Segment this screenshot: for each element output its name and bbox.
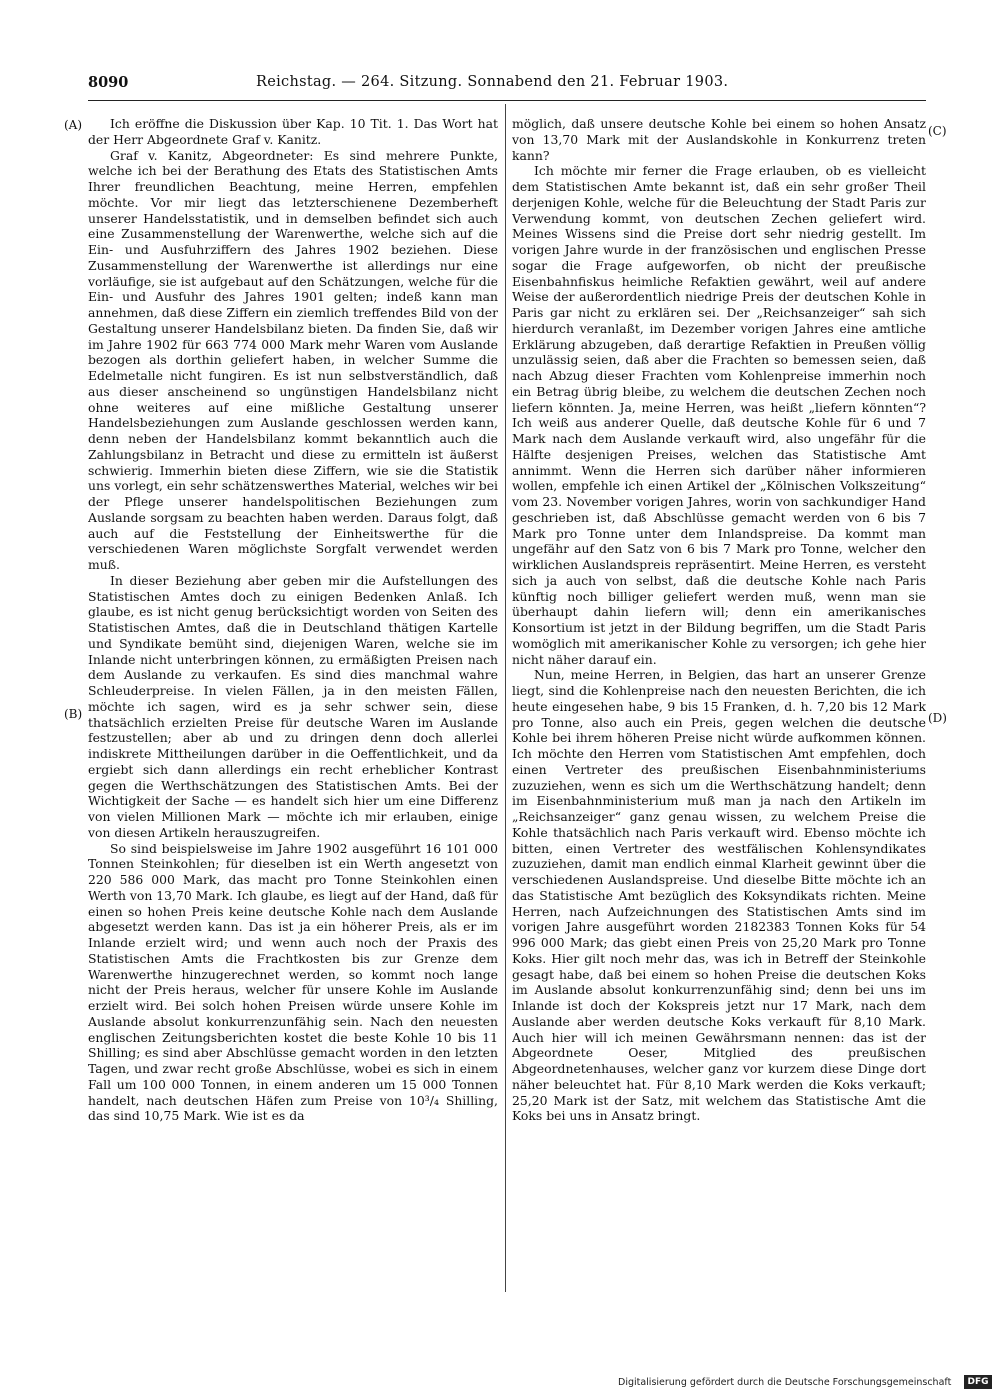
paragraph: So sind beispielsweise im Jahre 1902 ausgeführt 16 101 000 Tonnen Steinkohlen; für dieselben ist ein Werth angesetzt von 220 586 000 Mark, das macht pro Tonne Steinkohlen einen Werth von 13,70 Mark. Ich glaube, es liegt auf der Hand, daß für einen so hohen Preis keine deutsche Kohle nach dem Auslande abgesetzt werden kann. Das ist ja ein höherer Preis, als er im Inlande erzielt wird; und wenn auch noch der Praxis des Statistischen Amts die Frachtkosten bis zur Grenze dem Warenwerthe hinzugerechnet werden, so kommt noch lange nicht der Preis heraus, welcher für unsere Kohle im Auslande erzielt wird. Bei solch hohen Preisen würde unsere Kohle im Auslande absolut konkurrenzunfähig sein. Nach den neuesten englischen Zeitungsberichten kostet die beste Kohle 10 bis 11 Shilling; es sind aber Abschlüsse gemacht worden in den letzten Tagen, und zwar recht große Abschlüsse, wobei es sich in einem Fall um 100 000 Tonnen, in einem anderen um 15 000 Tonnen handelt, nach deutschen Häfen zum Preise von 10³/₄ Shilling, das sind 10,75 Mark. Wie ist es da xyxy=(88,840,498,1124)
paragraph: Nun, meine Herren, in Belgien, das hart an unserer Grenze liegt, sind die Kohlenpreise nach den neuesten Berichten, die ich heute eingesehen habe, 9 bis 15 Franken, d. h. 7,20 bis 12 Mark pro Tonne, also auch ein Preis, gegen welchen die deutsche Kohle bei ihrem höheren Preise nicht würde aufkommen können. Ich möchte den Herren vom Statistischen Amt empfehlen, doch einen Vertreter des preußischen Eisenbahnministeriums zuzuziehen, wenn es sich um die Werthschätzung handelt; denn im Eisenbahnministerium muß man ja nach den Artikeln im „Reichsanzeiger“ ganz genau wissen, zu welchem Preise die Kohle thatsächlich nach Paris verkauft wird. Ebenso möchte ich bitten, einen Vertreter des westfälischen Kohlensyndikates zuzuziehen, damit man endlich einmal Klarheit gewinnt über die verschiedenen Auslandspreise. Und dieselbe Bitte möchte ich an das Statistische Amt bezüglich des Koksyndikats richten. Meine Herren, nach Aufzeichnungen des Statistischen Amts sind im vorigen Jahre ausgeführt worden 2182383 Tonnen Koks für 54 996 000 Mark; das giebt einen Preis von 25,20 Mark pro Tonne Koks. Hier gilt noch mehr das, was ich in Betreff der Steinkohle gesagt habe, daß bei einem so hohen Preise die deutschen Koks im Auslande absolut konkurrenzunfähig sind; denn bei uns im Inlande ist doch der Kokspreis jetzt nur 17 Mark, nach dem Auslande aber werden deutsche Koks verkauft für 8,10 Mark. Auch hier will ich meinen Gewährsmann nennen: das ist der Abgeordnete Oeser, Mitglied des preußischen Abgeordnetenhauses, welcher ganz vor kurzem diese Dinge dort näher beleuchtet hat. Für 8,10 Mark werden die Koks verkauft; 25,20 Mark ist der Satz, mit welchem das Statistische Amt die Koks bei uns in Ansatz bringt. xyxy=(512,667,926,1124)
footer-credit: Digitalisierung gefördert durch die Deutsche Forschungsgemeinschaft xyxy=(618,1377,952,1388)
margin-marker-b: (B) xyxy=(64,707,83,721)
margin-marker-a: (A) xyxy=(64,118,83,132)
paragraph: Graf v. Kanitz, Abgeordneter: Es sind mehrere Punkte, welche ich bei der Berathung des Etats des Statistischen Amts Ihrer freundlichen Beachtung, meine Herren, empfehlen möchte. Vor mir liegt das letzterschienene Dezemberheft unserer Handelsstatistik, und in demselben befindet sich auch eine Zusammenstellung der Warenwerthe, welche sich auf die Ein- und Ausfuhrziffern des Jahres 1902 beziehen. Diese Zusammenstellung der Warenwerthe ist allerdings nur eine vorläufige, sie ist aufgebaut auf den Schätzungen, welche für die Ein- und Ausfuhr des Jahres 1901 gelten; indeß kann man annehmen, daß diese Ziffern ein ziemlich treffendes Bild von der Gestaltung unserer Handelsbilanz bieten. Da finden Sie, daß wir im Jahre 1902 für 663 774 000 Mark mehr Waren vom Auslande bezogen als dorthin geliefert haben, in welcher Summe die Edelmetalle nicht fungiren. Es ist nun selbstverständlich, daß aus dieser anscheinend so ungünstigen Handelsbilanz nicht ohne weiteres auf eine mißliche Gestaltung unserer Handelsbeziehungen zum Auslande geschlossen werden kann, denn neben der Handelsbilanz kommt bekanntlich auch die Zahlungsbilanz in Betracht und diese zu ermitteln ist äußerst schwierig. Immerhin bieten diese Ziffern, wie sie die Statistik uns vorlegt, ein sehr schätzenswerthes Material, welches wir bei der Pflege unserer handelspolitischen Beziehungen zum Auslande sorgsam zu beachten haben werden. Daraus folgt, daß auch auf die Feststellung der Einheitswerthe für die verschiedenen Waren möglichste Sorgfalt verwendet werden muß. xyxy=(88,147,498,572)
margin-marker-d: (D) xyxy=(928,711,947,725)
paragraph: möglich, daß unsere deutsche Kohle bei einem so hohen Ansatz von 13,70 Mark mit der Auslandskohle in Konkurrenz treten kann? xyxy=(512,116,926,163)
page-number: 8090 xyxy=(88,74,129,91)
paragraph: Ich möchte mir ferner die Frage erlauben, ob es vielleicht dem Statistischen Amte bekannt ist, daß ein sehr großer Theil derjenigen Kohle, welche für die Beleuchtung der Stadt Paris zur Verwendung kommt, von deutschen Zechen geliefert wird. Meines Wissens sind die Preise dort sehr niedrig gestellt. Im vorigen Jahre wurde in der französischen und englischen Presse sogar die Frage aufgeworfen, ob nicht der preußische Eisenbahnfiskus heimliche Refaktien gewährt, weil auf andere Weise der außerordentlich niedrige Preis der deutschen Kohle in Paris gar nicht zu erklären sei. Der „Reichsanzeiger“ sah sich hierdurch veranlaßt, im Dezember vorigen Jahres eine amtliche Erklärung abzugeben, daß derartige Refaktien in Preußen völlig unzulässig seien, daß aber die Frachten so bemessen seien, daß nach Abzug dieser Frachten vom Kohlenpreise immerhin noch ein Betrag übrig bleibe, zu welchem die deutschen Zechen noch liefern könnten. Ja, meine Herren, was heißt „liefern könnten“? Ich weiß aus anderer Quelle, daß deutsche Kohle für 6 und 7 Mark nach dem Auslande verkauft wird, also ungefähr für die Hälfte desjenigen Preises, welchen das Statistische Amt annimmt. Wenn die Herren sich darüber näher informieren wollen, empfehle ich einen Artikel der „Kölnischen Volkszeitung“ vom 23. November vorigen Jahres, worin von sachkundiger Hand geschrieben ist, daß Abschlüsse gemacht werden von 6 bis 7 Mark pro Tonne unter dem Inlandspreise. Da kommt man ungefähr auf den Satz von 6 bis 7 Mark pro Tonne, welcher den wirklichen Auslandspreis repräsentirt. Meine Herren, es versteht sich ja auch von selbst, daß die deutsche Kohle nach Paris künftig noch billiger geliefert werden muß, wenn man sie überhaupt dahin liefern will; denn ein amerikanisches Konsortium ist jetzt in der Bildung begriffen, um die Stadt Paris womöglich mit amerikanischer Kohle zu versorgen; ich gehe hier nicht näher darauf ein. xyxy=(512,163,926,667)
paragraph: In dieser Beziehung aber geben mir die Aufstellungen des Statistischen Amtes doch zu einigen Bedenken Anlaß. Ich glaube, es ist nicht genug berücksichtigt worden von Seiten des Statistischen Amtes, daß die in Deutschland thätigen Kartelle und Syndikate bemüht sind, diejenigen Waren, welche sie im Inlande nicht unterbringen können, zu ermäßigten Preisen nach dem Auslande zu verkaufen. Es sind dies manchmal wahre Schleuderpreise. In vielen Fällen, ja in den meisten Fällen, möchte ich sagen, wird es ja sehr schwer sein, diese thatsächlich erzielten Preise für deutsche Waren im Auslande festzustellen; aber ab und zu dringen denn doch allerlei indiskrete Mittheilungen darüber in die Oeffentlichkeit, und da ergiebt sich dann allerdings ein recht erheblicher Kontrast gegen die Werthschätzungen des Statistischen Amts. Bei der Wichtigkeit der Sache — es handelt sich hier um eine Differenz von vielen Millionen Mark — möchte ich mir erlauben, einige von diesen Artikeln herauszugreifen. xyxy=(88,572,498,840)
left-column xyxy=(88,116,498,1296)
column-divider xyxy=(505,104,506,1292)
page-header xyxy=(88,74,926,98)
header-rule xyxy=(88,100,926,101)
running-title: Reichstag. — 264. Sitzung. Sonnabend den 21. Februar 1903. xyxy=(256,74,729,90)
dfg-logo: DFG xyxy=(964,1375,992,1389)
margin-marker-c: (C) xyxy=(928,124,947,138)
right-column xyxy=(512,116,926,1296)
paragraph: Ich eröffne die Diskussion über Kap. 10 Tit. 1. Das Wort hat der Herr Abgeordnete Graf v. Kanitz. xyxy=(88,116,498,147)
